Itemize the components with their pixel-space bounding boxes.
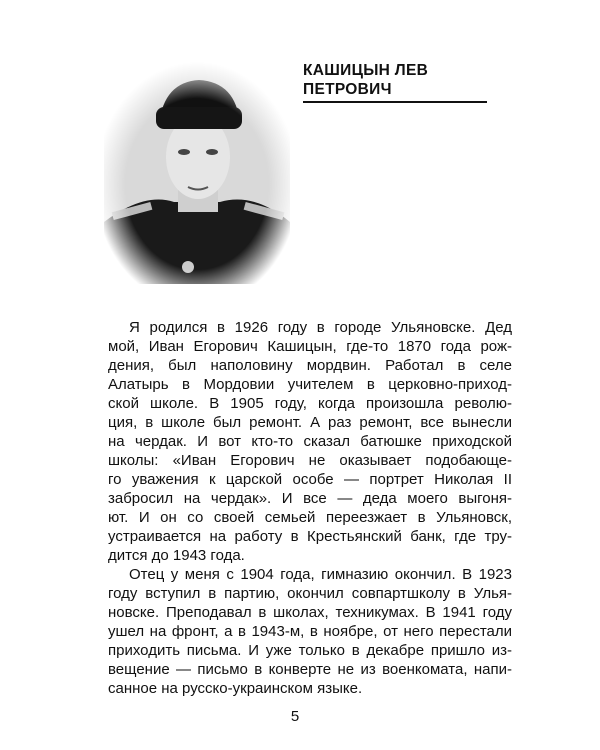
text-line: Я родился в 1926 году в городе Ульяновске. Дед [129, 319, 512, 336]
text-line: приходить письма. И уже только в декабре пришло из- [108, 642, 512, 659]
text-line: го уважения к царской особе — портрет Николая II [108, 471, 512, 488]
paragraph [108, 565, 512, 698]
text-line: санное на русско-украинском языке. [108, 680, 363, 697]
text-line: устраивается на работу в Крестьянский банк, где тру- [108, 528, 512, 545]
title-line: ПЕТРОВИЧ [303, 81, 392, 98]
page-title [303, 61, 487, 99]
title-underline [303, 101, 487, 103]
text-line: ской школе. В 1905 году, когда произошла револю- [108, 395, 512, 412]
text-line: школы: «Иван Егорович не оказывает подобающе- [108, 452, 512, 469]
portrait-photo [104, 62, 290, 284]
text-line: Алатырь в Мордовии учителем в церковно-приход- [108, 376, 512, 393]
text-line: вещение — письмо в конверте не из военкомата, напи- [108, 661, 512, 678]
text-line: ушел на фронт, а в 1943-м, в ноябре, от него перестали [108, 623, 512, 640]
text-line: году вступил в партию, окончил совпартшколу в Улья- [108, 585, 512, 602]
text-line: мой, Иван Егорович Кашицын, где-то 1870 года рож- [108, 338, 512, 355]
text-line: ция, в школе был ремонт. А раз ремонт, все вынесли [108, 414, 512, 431]
title-line: КАШИЦЫН ЛЕВ [303, 62, 429, 79]
text-line: на чердак. И вот кто-то сказал батюшке приходской [108, 433, 512, 450]
text-line: новске. Преподавал в школах, техникумах. В 1941 году [108, 604, 512, 621]
text-line: ют. И он со своей семьей переезжает в Ульяновск, [108, 509, 512, 526]
body-text [108, 318, 512, 698]
text-line: дения, был наполовину мордвин. Работал в селе [108, 357, 512, 374]
portrait-photo-icon [104, 62, 290, 284]
text-line: дится до 1943 года. [108, 547, 245, 564]
page-number: 5 [290, 708, 300, 725]
paragraph [108, 318, 512, 565]
text-line: забросил на чердак». И все — деда моего выгоня- [108, 490, 512, 507]
text-line: Отец у меня с 1904 года, гимназию окончил. В 1923 [129, 566, 512, 583]
